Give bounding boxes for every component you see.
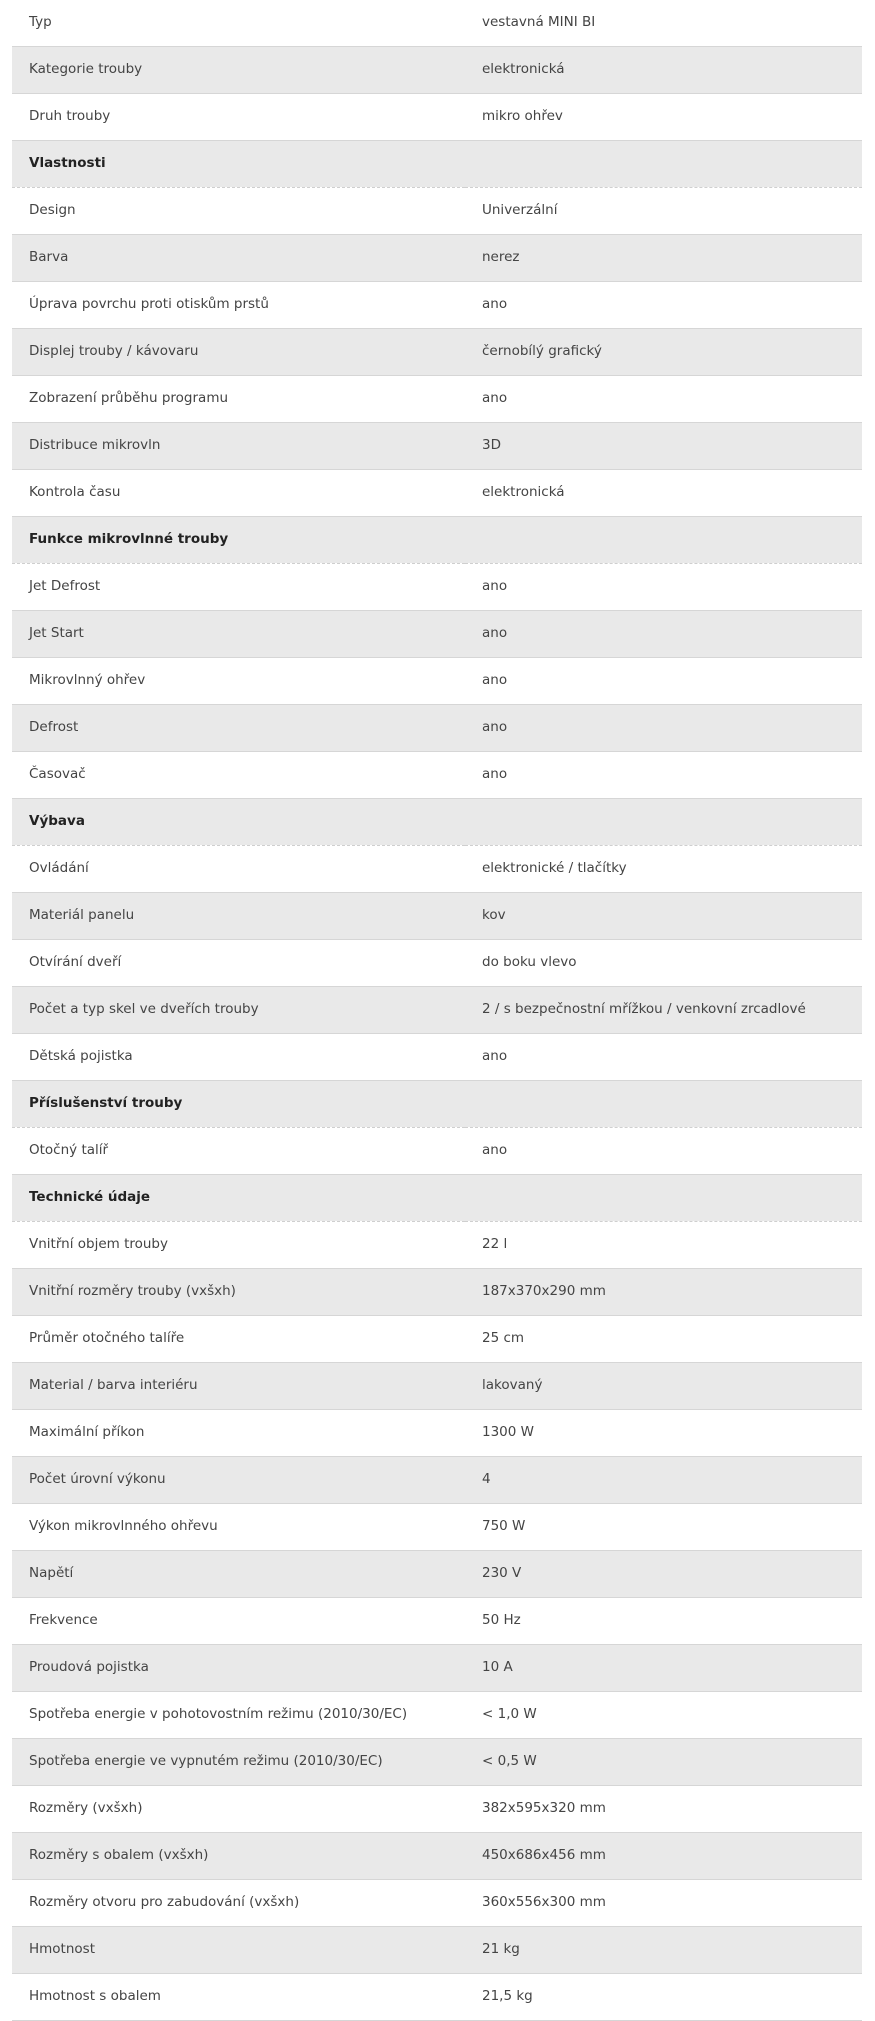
spec-value: 22 l	[465, 1222, 862, 1269]
spec-label: Výkon mikrovlnného ohřevu	[12, 1504, 465, 1551]
spec-label: Jet Defrost	[12, 564, 465, 611]
spec-row	[12, 705, 862, 752]
spec-value: 187x370x290 mm	[465, 1269, 862, 1316]
spec-label: Mikrovlnný ohřev	[12, 658, 465, 705]
section-title: Technické údaje	[12, 1175, 465, 1222]
spec-row	[12, 846, 862, 893]
section-spacer	[465, 1081, 862, 1128]
spec-row	[12, 1927, 862, 1974]
spec-label: Maximální příkon	[12, 1410, 465, 1457]
spec-label: Distribuce mikrovln	[12, 423, 465, 470]
spec-label: Frekvence	[12, 1598, 465, 1645]
spec-value: Univerzální	[465, 188, 862, 235]
spec-label: Jet Start	[12, 611, 465, 658]
spec-value: elektronická	[465, 47, 862, 94]
spec-label: Kontrola času	[12, 470, 465, 517]
spec-row	[12, 329, 862, 376]
section-header-row	[12, 799, 862, 846]
spec-label: Typ	[12, 0, 465, 47]
spec-value: elektronická	[465, 470, 862, 517]
spec-row	[12, 1363, 862, 1410]
spec-label: Displej trouby / kávovaru	[12, 329, 465, 376]
spec-label: Úprava povrchu proti otiskům prstů	[12, 282, 465, 329]
spec-label: Spotřeba energie ve vypnutém režimu (2010/30/EC)	[12, 1739, 465, 1786]
spec-row	[12, 1222, 862, 1269]
spec-value: 21,5 kg	[465, 1974, 862, 2021]
spec-table	[12, 0, 862, 2021]
spec-value: ano	[465, 611, 862, 658]
spec-value: kov	[465, 893, 862, 940]
spec-row	[12, 470, 862, 517]
spec-label: Rozměry otvoru pro zabudování (vxšxh)	[12, 1880, 465, 1927]
spec-row	[12, 94, 862, 141]
spec-row	[12, 611, 862, 658]
spec-value: do boku vlevo	[465, 940, 862, 987]
spec-row	[12, 940, 862, 987]
spec-label: Materiál panelu	[12, 893, 465, 940]
section-title: Funkce mikrovlnné trouby	[12, 517, 465, 564]
spec-label: Proudová pojistka	[12, 1645, 465, 1692]
section-header-row	[12, 517, 862, 564]
spec-value: 3D	[465, 423, 862, 470]
spec-value: ano	[465, 1034, 862, 1081]
spec-label: Dětská pojistka	[12, 1034, 465, 1081]
spec-label: Napětí	[12, 1551, 465, 1598]
spec-row	[12, 376, 862, 423]
spec-row	[12, 235, 862, 282]
spec-row	[12, 752, 862, 799]
section-header-row	[12, 141, 862, 188]
spec-value: 25 cm	[465, 1316, 862, 1363]
section-title: Výbava	[12, 799, 465, 846]
section-title: Příslušenství trouby	[12, 1081, 465, 1128]
spec-value: 2 / s bezpečnostní mřížkou / venkovní zrcadlové	[465, 987, 862, 1034]
section-spacer	[465, 1175, 862, 1222]
spec-label: Časovač	[12, 752, 465, 799]
spec-table-body	[12, 0, 862, 2021]
spec-row	[12, 423, 862, 470]
spec-value: mikro ohřev	[465, 94, 862, 141]
spec-label: Vnitřní rozměry trouby (vxšxh)	[12, 1269, 465, 1316]
spec-row	[12, 1598, 862, 1645]
spec-label: Průměr otočného talíře	[12, 1316, 465, 1363]
spec-label: Vnitřní objem trouby	[12, 1222, 465, 1269]
section-title: Vlastnosti	[12, 141, 465, 188]
spec-value: < 0,5 W	[465, 1739, 862, 1786]
spec-label: Počet úrovní výkonu	[12, 1457, 465, 1504]
spec-row	[12, 1504, 862, 1551]
spec-value: ano	[465, 752, 862, 799]
spec-value: 382x595x320 mm	[465, 1786, 862, 1833]
spec-row	[12, 47, 862, 94]
spec-value: 21 kg	[465, 1927, 862, 1974]
spec-row	[12, 1786, 862, 1833]
spec-row	[12, 1316, 862, 1363]
spec-value: elektronické / tlačítky	[465, 846, 862, 893]
spec-value: vestavná MINI BI	[465, 0, 862, 47]
spec-value: 10 A	[465, 1645, 862, 1692]
spec-label: Design	[12, 188, 465, 235]
spec-label: Barva	[12, 235, 465, 282]
spec-row	[12, 282, 862, 329]
spec-value: < 1,0 W	[465, 1692, 862, 1739]
spec-value: ano	[465, 658, 862, 705]
spec-row	[12, 1692, 862, 1739]
section-spacer	[465, 141, 862, 188]
spec-value: ano	[465, 564, 862, 611]
spec-row	[12, 1645, 862, 1692]
spec-row	[12, 188, 862, 235]
section-spacer	[465, 517, 862, 564]
section-spacer	[465, 799, 862, 846]
spec-label: Počet a typ skel ve dveřích trouby	[12, 987, 465, 1034]
spec-value: ano	[465, 376, 862, 423]
spec-value: ano	[465, 705, 862, 752]
spec-label: Otočný talíř	[12, 1128, 465, 1175]
spec-label: Defrost	[12, 705, 465, 752]
spec-label: Kategorie trouby	[12, 47, 465, 94]
spec-row	[12, 1128, 862, 1175]
spec-row	[12, 1880, 862, 1927]
spec-row	[12, 1551, 862, 1598]
section-header-row	[12, 1081, 862, 1128]
spec-value: 750 W	[465, 1504, 862, 1551]
spec-value: černobílý grafický	[465, 329, 862, 376]
spec-value: 450x686x456 mm	[465, 1833, 862, 1880]
spec-row	[12, 1974, 862, 2021]
spec-value: ano	[465, 1128, 862, 1175]
spec-label: Spotřeba energie v pohotovostním režimu (2010/30/EC)	[12, 1692, 465, 1739]
spec-row	[12, 1833, 862, 1880]
spec-value: ano	[465, 282, 862, 329]
section-header-row	[12, 1175, 862, 1222]
spec-row	[12, 1269, 862, 1316]
spec-row	[12, 987, 862, 1034]
spec-value: 4	[465, 1457, 862, 1504]
spec-row	[12, 1739, 862, 1786]
spec-row	[12, 1410, 862, 1457]
spec-label: Otvírání dveří	[12, 940, 465, 987]
spec-label: Hmotnost	[12, 1927, 465, 1974]
spec-label: Druh trouby	[12, 94, 465, 141]
spec-row	[12, 658, 862, 705]
spec-label: Ovládání	[12, 846, 465, 893]
spec-row	[12, 1457, 862, 1504]
spec-row	[12, 564, 862, 611]
spec-label: Rozměry s obalem (vxšxh)	[12, 1833, 465, 1880]
spec-value: 230 V	[465, 1551, 862, 1598]
spec-value: lakovaný	[465, 1363, 862, 1410]
spec-label: Rozměry (vxšxh)	[12, 1786, 465, 1833]
spec-value: 360x556x300 mm	[465, 1880, 862, 1927]
spec-row	[12, 893, 862, 940]
spec-label: Hmotnost s obalem	[12, 1974, 465, 2021]
spec-value: nerez	[465, 235, 862, 282]
spec-value: 50 Hz	[465, 1598, 862, 1645]
spec-value: 1300 W	[465, 1410, 862, 1457]
spec-row	[12, 1034, 862, 1081]
spec-label: Material / barva interiéru	[12, 1363, 465, 1410]
spec-label: Zobrazení průběhu programu	[12, 376, 465, 423]
spec-row	[12, 0, 862, 47]
